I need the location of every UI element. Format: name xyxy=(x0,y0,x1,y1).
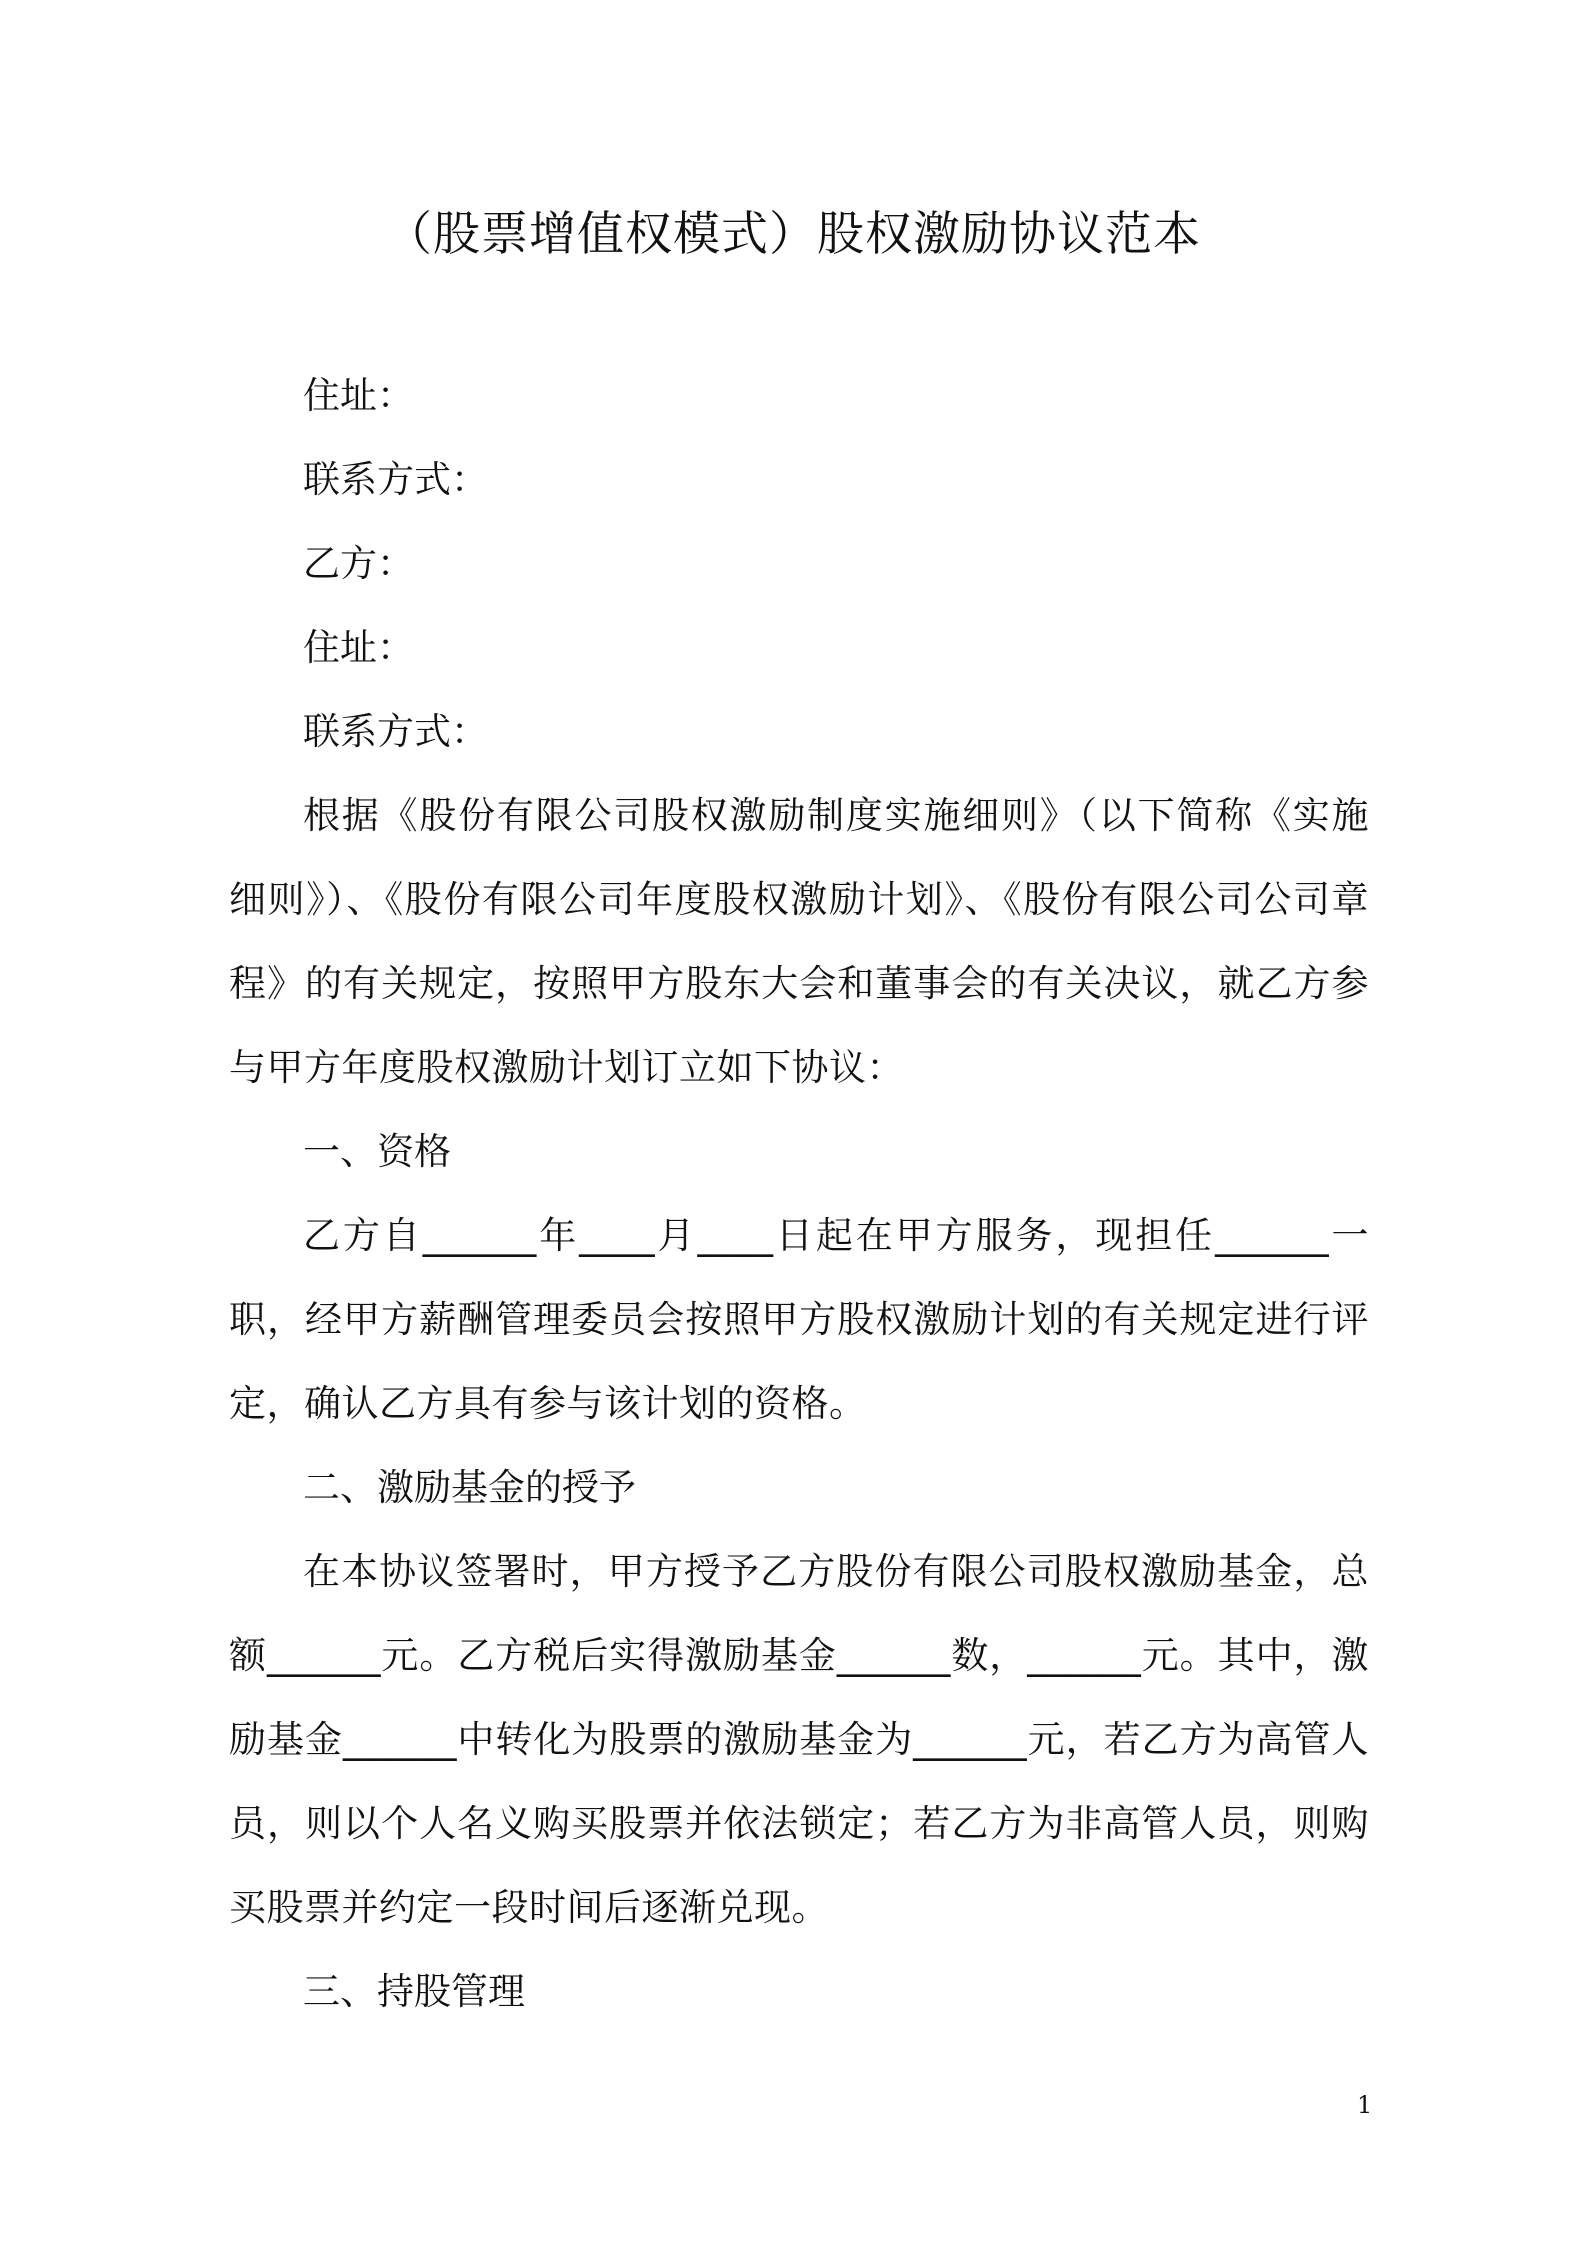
party-b-address-field-label: 住址： xyxy=(303,626,414,669)
contact-field-label: 联系方式： xyxy=(303,458,488,501)
preamble-paragraph: 根据《股份有限公司股权激励制度实施细则》（以下简称《实施细则》）、《股份有限公司年度股权激励计划》、《股份有限公司公司章程》的有关规定，按照甲方股东大会和董事会的有关决议，就乙方参与甲方年度股权激励计划订立如下协议： xyxy=(229,794,1369,1089)
section-heading-shareholding: 三、持股管理 xyxy=(303,1970,525,2013)
fund-grant-paragraph: 在本协议签署时，甲方授予乙方股份有限公司股权激励基金，总额______元。乙方税后实得激励基金______数，______元。其中，激励基金______中转化为股票的激励基金为______元，若乙方为高管人员，则以个人名义购买股票并依法锁定；若乙方为非高管人员，则购买股票并约定一段时间后逐渐兑现。 xyxy=(229,1550,1369,1929)
party-b-contact-field-label: 联系方式： xyxy=(303,710,488,753)
qualification-paragraph: 乙方自______年____月____日起在甲方服务，现担任______一职，经甲方薪酬管理委员会按照甲方股权激励计划的有关规定进行评定，确认乙方具有参与该计划的资格。 xyxy=(229,1214,1369,1425)
address-field-label: 住址： xyxy=(303,374,414,417)
document-body xyxy=(229,354,1369,2034)
party-b-field-label: 乙方： xyxy=(303,542,414,585)
section-heading-qualification: 一、资格 xyxy=(303,1130,451,1173)
section-heading-fund-grant: 二、激励基金的授予 xyxy=(303,1466,636,1509)
document-title: （股票增值权模式）股权激励协议范本 xyxy=(385,207,1201,262)
page-number: 1 xyxy=(1357,2091,1373,2119)
